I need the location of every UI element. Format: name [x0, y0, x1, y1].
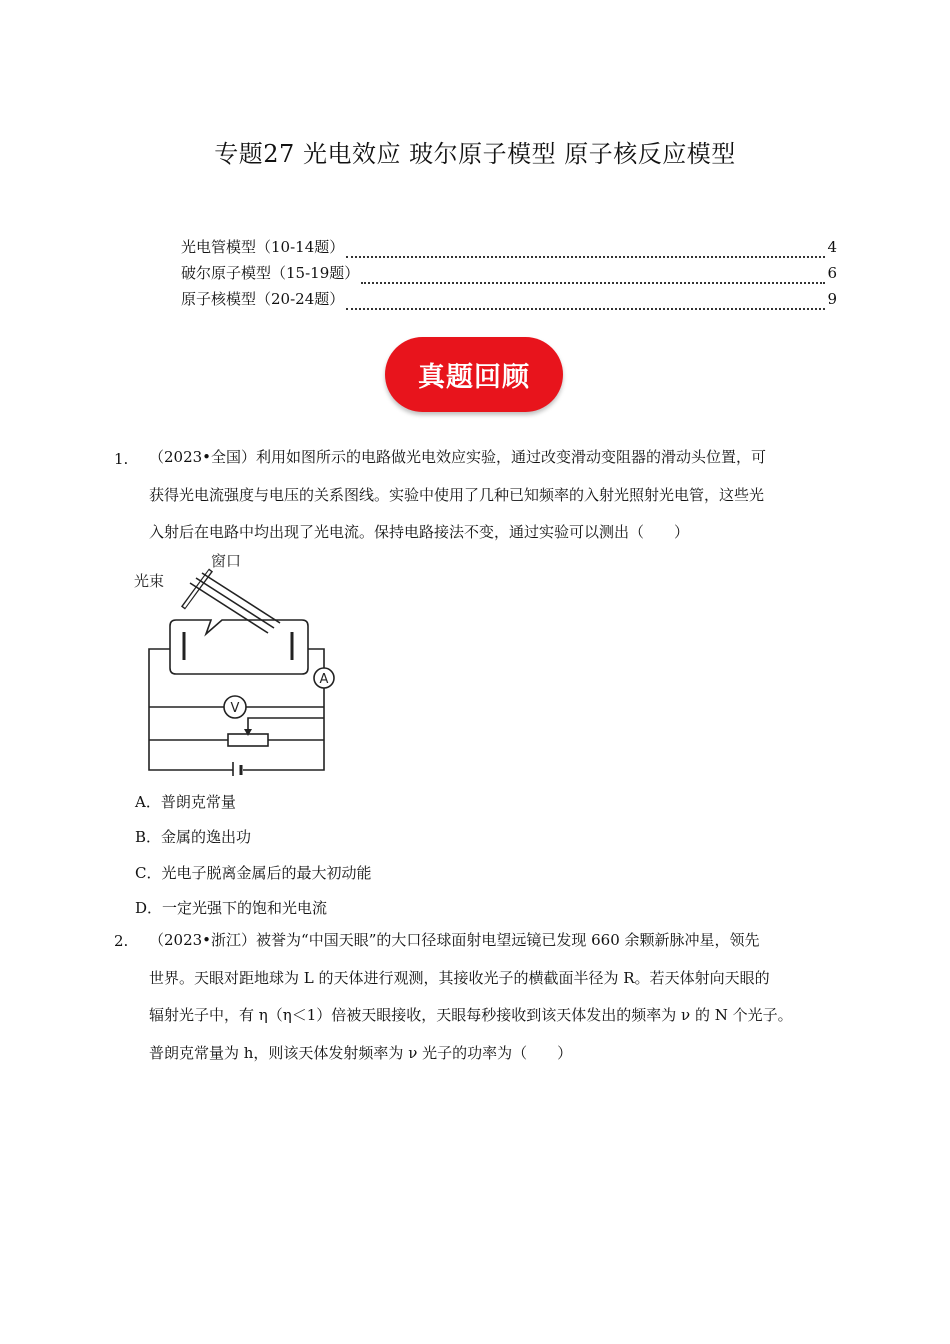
- slider-wire: [248, 718, 324, 734]
- wire: [243, 688, 324, 770]
- question-number: 2.: [114, 932, 129, 950]
- beam-label: 光束: [134, 572, 165, 590]
- toc-entry[interactable]: [181, 236, 837, 262]
- option-a[interactable]: A．普朗克常量: [135, 793, 236, 811]
- wire: [308, 649, 324, 668]
- table-of-contents: [181, 236, 837, 314]
- toc-leader: [346, 256, 825, 258]
- wire: [149, 649, 233, 770]
- toc-entry[interactable]: [181, 288, 837, 314]
- window-label: 窗口: [211, 552, 242, 570]
- option-d[interactable]: D．一定光强下的饱和光电流: [135, 899, 328, 917]
- voltmeter-label: V: [230, 701, 240, 716]
- question-line: 入射后在电路中均出现了光电流。保持电路接法不变，通过实验可以测出（ ）: [149, 523, 690, 541]
- photocell-tube: [170, 620, 308, 674]
- toc-page: 6: [827, 264, 837, 282]
- question-line: （2023•全国）利用如图所示的电路做光电效应实验，通过改变滑动变阻器的滑动头位置，可: [149, 448, 767, 466]
- question-stem: [149, 439, 841, 552]
- toc-leader: [361, 282, 825, 284]
- question-line: 普朗克常量为 h，则该天体发射频率为 ν 光子的功率为（ ）: [149, 1043, 573, 1062]
- option-c[interactable]: C．光电子脱离金属后的最大初动能: [135, 864, 372, 882]
- question-stem: [149, 922, 841, 1072]
- toc-leader: [346, 308, 825, 310]
- toc-page: 9: [827, 290, 837, 308]
- question-line: 辐射光子中，有 η（η＜1）倍被天眼接收，天眼每秒接收到该天体发出的频率为 ν 的 N 个光子。: [149, 1006, 793, 1024]
- ammeter-label: A: [319, 672, 329, 687]
- toc-label: 破尔原子模型（15-19题）: [181, 264, 360, 282]
- option-b[interactable]: B．金属的逸出功: [135, 828, 252, 846]
- photoelectric-circuit-diagram: [128, 548, 343, 776]
- question-line: 获得光电流强度与电压的关系图线。实验中使用了几种已知频率的入射光照射光电管，这些光: [149, 485, 765, 504]
- toc-label: 光电管模型（10-14题）: [181, 238, 345, 256]
- question-line: （2023•浙江）被誉为“中国天眼”的大口径球面射电望远镜已发现 660 余颗新脉冲星，领先: [149, 931, 760, 949]
- page-title: 专题27 光电效应 玻尔原子模型 原子核反应模型: [214, 140, 736, 168]
- toc-entry[interactable]: [181, 262, 837, 288]
- toc-page: 4: [827, 238, 837, 256]
- slider-arrow: [244, 729, 252, 736]
- section-badge: 真题回顾: [385, 337, 563, 412]
- question-line: 世界。天眼对距地球为 L 的天体进行观测，其接收光子的横截面半径为 R。若天体射向天眼的: [149, 968, 770, 987]
- question-number: 1.: [114, 450, 129, 468]
- toc-label: 原子核模型（20-24题）: [181, 290, 345, 308]
